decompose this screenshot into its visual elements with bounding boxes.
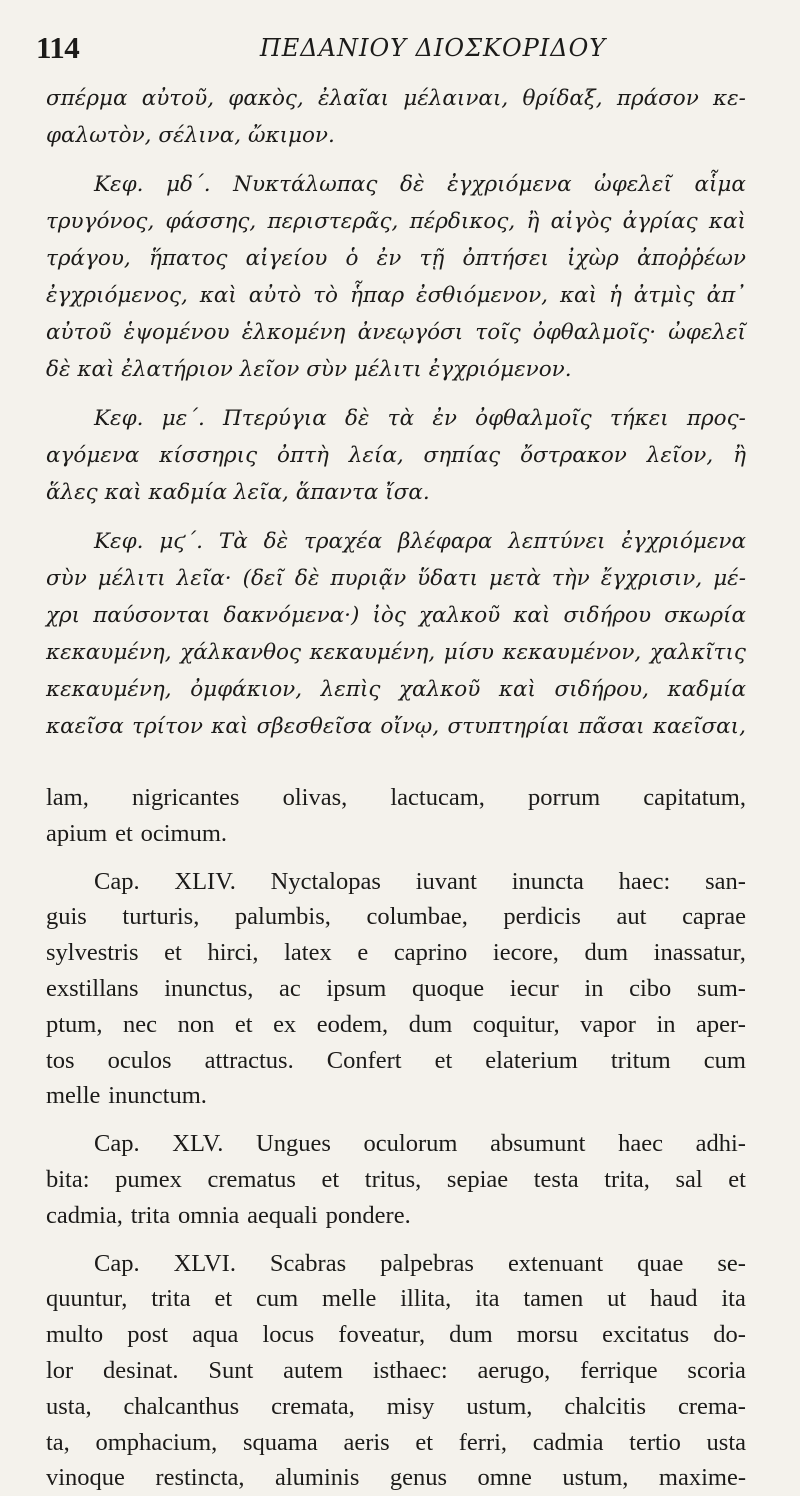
- text-line: τρυγόνος, φάσσης, περιστερᾶς, πέρδικος, ἢ αἰγὸς ἀγρίας καὶ: [46, 209, 746, 234]
- text-line: δὲ καὶ ἐλατήριον λεῖον σὺν μέλιτι ἐγχριόμενον.: [46, 357, 572, 382]
- text-line: Cap. XLVI. Scabras palpebras extenuant quae se-: [94, 1249, 746, 1277]
- text-line: lor desinat. Sunt autem isthaec: aerugo, ferrique scoria: [46, 1356, 746, 1384]
- text-line: τράγου, ἥπατος αἰγείου ὁ ἐν τῇ ὀπτήσει ἰχὼρ ἀποῤῥέων: [46, 246, 746, 271]
- text-line: κεκαυμένη, ὀμφάκιον, λεπὶς χαλκοῦ καὶ σιδήρου, καδμία: [46, 677, 746, 702]
- text-line: multo post aqua locus foveatur, dum morsu excitatus do-: [46, 1321, 746, 1349]
- text-line: κεκαυμένη, χάλκανθος κεκαυμένη, μίσυ κεκαυμένον, χαλκῖτις: [46, 640, 746, 665]
- text-line: χρι παύσονται δακνόμενα·) ἰὸς χαλκοῦ καὶ σιδήρου σκωρία: [46, 603, 746, 628]
- text-line: ἐγχριόμενος, καὶ αὐτὸ τὸ ἧπαρ ἐσθιόμενον, καὶ ἡ ἀτμὶς ἀπ᾿: [46, 283, 746, 308]
- running-title: ΠΕΔΑΝΙΟΥ ΔΙΟΣΚΟΡΙΔΟΥ: [259, 34, 607, 62]
- text-line: καεῖσα τρίτον καὶ σβεσθεῖσα οἴνῳ, στυπτηρίαι πᾶσαι καεῖσαι,: [46, 714, 746, 739]
- text-line: αὐτοῦ ἑψομένου ἑλκομένη ἀνεῳγόσι τοῖς ὀφθαλμοῖς· ὠφελεῖ: [46, 320, 746, 345]
- text-line: σὺν μέλιτι λεῖα· (δεῖ δὲ πυριᾷν ὕδατι μετὰ τὴν ἔγχρισιν, μέ-: [46, 566, 746, 591]
- text-line: ta, omphacium, squama aeris et ferri, cadmia tertio usta: [46, 1428, 746, 1456]
- text-line: cadmia, trita omnia aequali pondere.: [46, 1201, 411, 1229]
- text-line: ptum, nec non et ex eodem, dum coquitur, vapor in aper-: [46, 1010, 746, 1038]
- text-line: φαλωτὸν, σέλινα, ὤκιμον.: [46, 123, 335, 148]
- text-line: vinoque restincta, aluminis genus omne ustum, maxime-: [46, 1464, 746, 1492]
- text-line: guis turturis, palumbis, columbae, perdicis aut caprae: [46, 903, 746, 931]
- text-line: usta, chalcanthus cremata, misy ustum, chalcitis crema-: [46, 1392, 746, 1420]
- text-line: Cap. XLV. Ungues oculorum absumunt haec adhi-: [94, 1130, 746, 1158]
- text-line: apium et ocimum.: [46, 819, 228, 847]
- text-line: αγόμενα κίσσηρις ὀπτὴ λεία, σηπίας ὄστρακον λεῖον, ἢ: [46, 443, 746, 468]
- text-line: bita: pumex crematus et tritus, sepiae testa trita, sal et: [46, 1165, 746, 1193]
- text-line: Cap. XLIV. Nyctalopas iuvant inuncta haec: san-: [94, 867, 746, 895]
- page-number: 114: [36, 30, 80, 65]
- text-line: melle inunctum.: [46, 1082, 207, 1110]
- greek-text-block: [46, 80, 746, 745]
- text-line: Κεφ. μδ΄. Νυκτάλωπας δὲ ἐγχριόμενα ὠφελεῖ αἷμα: [94, 172, 746, 197]
- latin-text-block: [46, 780, 746, 1496]
- text-line: tos oculos attractus. Confert et elaterium tritum cum: [46, 1046, 746, 1074]
- page-header: [36, 30, 760, 70]
- text-line: Κεφ. μϛ΄. Τὰ δὲ τραχέα βλέφαρα λεπτύνει ἐγχριόμενα: [94, 529, 746, 554]
- text-line: lam, nigricantes olivas, lactucam, porrum capitatum,: [46, 784, 746, 811]
- text-line: ἅλες καὶ καδμία λεῖα, ἅπαντα ἴσα.: [46, 480, 430, 505]
- text-line: exstillans inunctus, ac ipsum quoque iecur in cibo sum-: [46, 974, 746, 1002]
- text-line: quuntur, trita et cum melle illita, ita tamen ut haud ita: [46, 1285, 746, 1313]
- text-line: Κεφ. με΄. Πτερύγια δὲ τὰ ἐν ὀφθαλμοῖς τήκει προς-: [94, 406, 746, 431]
- text-line: σπέρμα αὐτοῦ, φακὸς, ἐλαῖαι μέλαιναι, θρίδαξ, πράσον κε-: [46, 86, 746, 111]
- text-line: sylvestris et hirci, latex e caprino iecore, dum inassatur,: [46, 939, 746, 967]
